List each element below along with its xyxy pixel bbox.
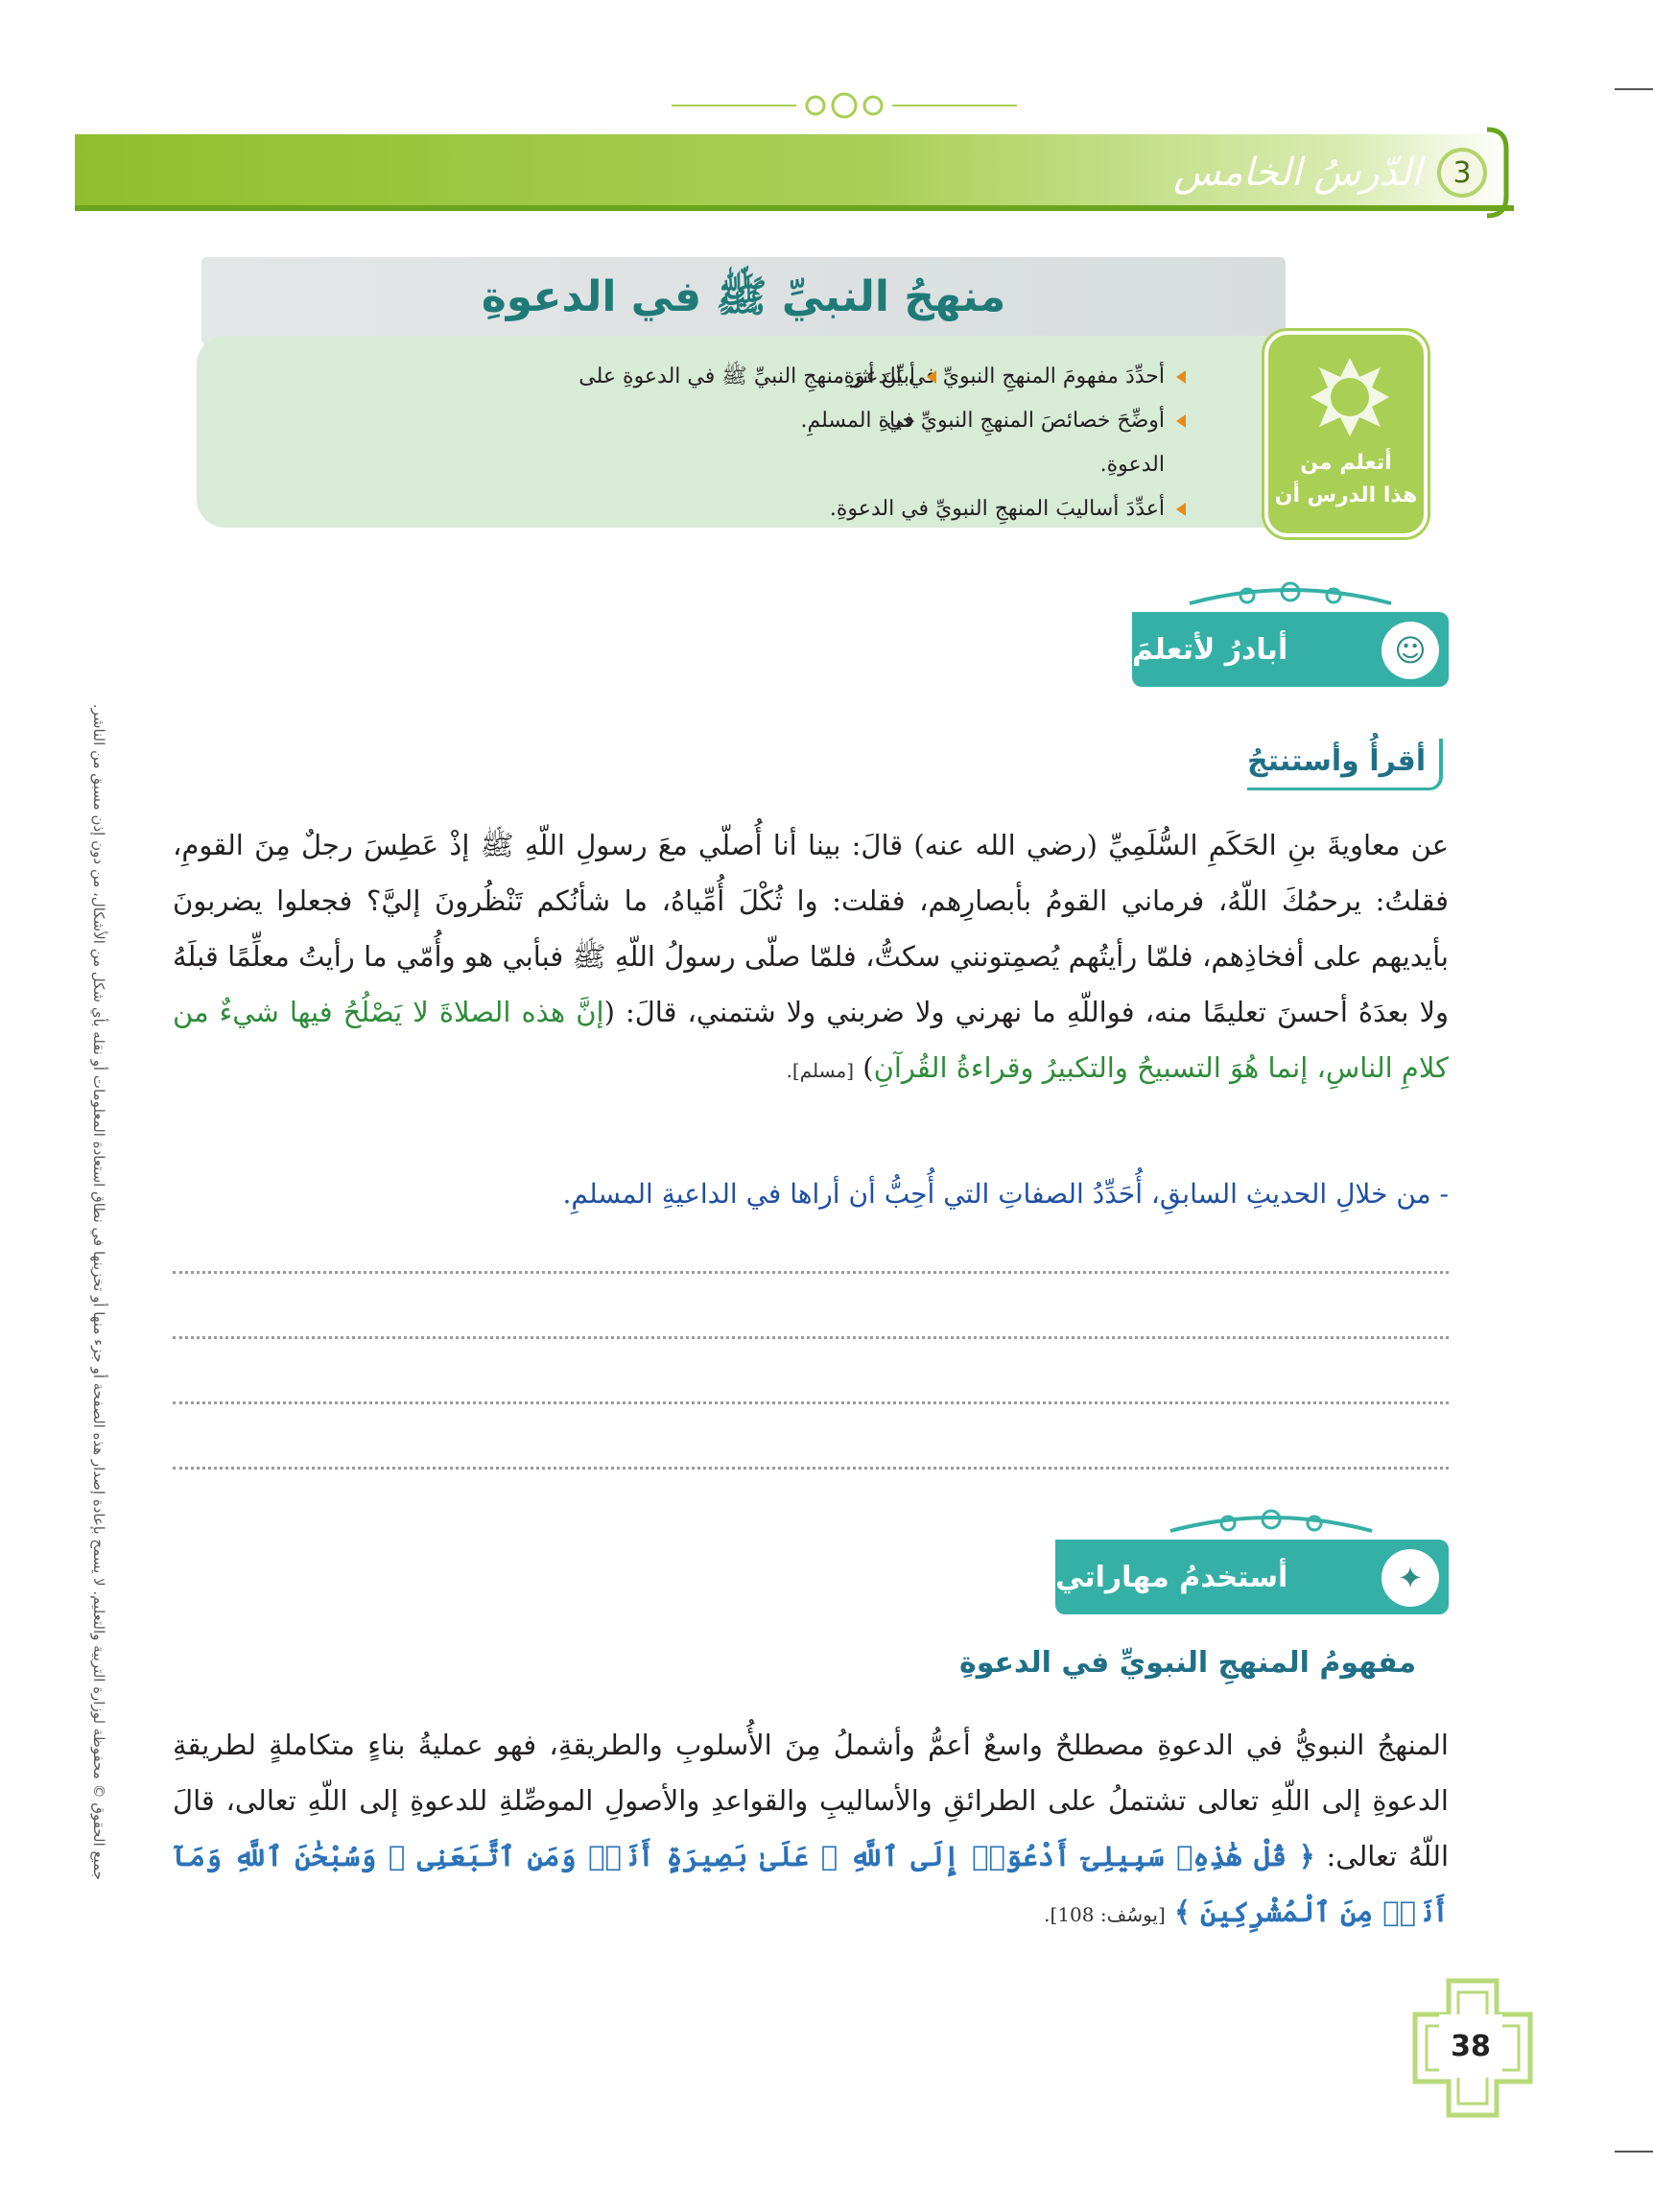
badge-label-line1: أتعلم من: [1300, 451, 1392, 475]
sub-heading-read-infer: أقرأُ وأستنتجُ: [1247, 739, 1443, 790]
objective-item: أحدِّدَ مفهومَ المنهجِ النبويِّ في الدعوةِ.: [825, 355, 1190, 399]
crop-mark-bottom: [1615, 2151, 1653, 2153]
section-tab-initiate: [1132, 612, 1449, 687]
concept-paragraph: [173, 1717, 1449, 1942]
section-tab-label: أبادرُ لأتعلمَ: [1132, 632, 1288, 667]
concept-text: المنهجُ النبويُّ في الدعوةِ مصطلحٌ واسعٌ أعمُّ وأشملُ مِنَ الأُسلوبِ والطريقةِ، فهو عمليةُ بناءٍ متكاملةٍ لطريقةِ الدعوةِ إلى اللّهِ تعالى تشتملُ على الطرائقِ والأساليبِ والقواعدِ والأصولِ الموصِّلةِ للدعوةِ إلى اللّهِ تعالى، قالَ اللّهُ تعالى:: [173, 1729, 1450, 1872]
lesson-label: الدّرسُ الخامس: [1173, 151, 1422, 195]
crop-mark-top: [1615, 88, 1653, 90]
hadith-text: عن معاويةَ بنِ الحَكَمِ السُّلَمِيِّ (رضي الله عنه) قالَ: بينا أنا أُصلّي معَ رسولِ اللّهِ ﷺ إذْ عَطِسَ رجلٌ مِنَ القومِ، فقلتُ: يرحمُكَ اللّهُ، فرماني القومُ بأبصارِهم، فقلت: وا ثُكْلَ أُمِّياهُ، ما شأنُكم تَنْظُرونَ إليَّ؟ فجعلوا يضربونَ بأيديهم على أفخاذِهم، فلمّا رأيتُهم يُصمِتونني سكتُّ، فلمّا صلّى رسولُ اللّهِ ﷺ فبأبي هو وأُمّي ما رأيتُ معلِّمًا قبلَهُ ولا بعدَهُ أحسنَ تعليمًا منه، فواللّهِ ما نهرني ولا ضربني ولا شتمني، قالَ: (: [173, 829, 1449, 1028]
learner-icon: ☺: [1381, 622, 1439, 679]
objectives-badge: [1264, 331, 1428, 537]
lightbulb-icon: ✦: [1381, 1549, 1439, 1607]
tab-ornament-icon-2: [1161, 1508, 1381, 1539]
hadith-reference: [مسلم].: [786, 1059, 855, 1082]
sub-heading-concept: مفهومُ المنهجِ النبويِّ في الدعوةِ: [959, 1646, 1417, 1680]
lesson-header: [1170, 142, 1487, 203]
question-prompt: - من خلالِ الحديثِ السابقِ، أُحَدِّدُ الصفاتِ التي أُحِبُّ أن أراها في الداعيةِ المسلمِ.: [562, 1178, 1449, 1210]
top-ornament-icon: [672, 88, 1017, 123]
star-icon: [1309, 356, 1391, 438]
page-number: 38: [1439, 2014, 1502, 2078]
objective-item: أعدِّدَ أساليبَ المنهجِ النبويِّ في الدعوةِ.: [825, 487, 1190, 531]
hadith-close: ): [862, 1051, 874, 1084]
section-tab-skills: [1055, 1540, 1449, 1614]
answer-line-3[interactable]: [173, 1401, 1449, 1404]
page-title: منهجُ النبيِّ ﷺ في الدعوةِ: [201, 257, 1286, 345]
answer-line-4[interactable]: [173, 1467, 1449, 1470]
quran-verse: ﴿ قُلْ هَٰذِهِۦ سَبِيلِىٓ أَدْعُوٓا۟ إِلَى ٱللَّهِ ۚ عَلَىٰ بَصِيرَةٍ أَنَا۠ وَمَنِ ٱتَّبَعَنِى ۖ وَسُبْحَٰنَ ٱللَّهِ وَمَآ أَنَا۠ مِنَ ٱلْمُشْرِكِينَ ﴾: [173, 1840, 1449, 1928]
hadith-quote: إنَّ هذه الصلاةَ لا يَصْلُحُ فيها شيءٌ من كلامِ الناسِ، إنما هُوَ التسبيحُ والتكبيرُ وقراءةُ القُرآنِ: [173, 996, 1449, 1084]
verse-reference: [يوسُف: 108].: [1044, 1903, 1166, 1926]
section-tab-label-2: أستخدمُ مهاراتي: [1055, 1560, 1288, 1594]
tab-ornament-icon: [1180, 580, 1401, 611]
answer-line-2[interactable]: [173, 1336, 1449, 1339]
hadith-paragraph: [173, 817, 1449, 1098]
badge-label-line2: هذا الدرس أن: [1274, 483, 1418, 507]
lesson-number-badge: 3: [1437, 148, 1487, 198]
answer-line-1[interactable]: [173, 1271, 1449, 1274]
objective-item: أبيِّنَ أثرَ منهجِ النبيِّ ﷺ في الدعوةِ على حياةِ المسلمِ.: [537, 355, 940, 443]
copyright-notice: جميع الحقوق © محفوظة لوزارة التربية والتعليم. لا يسمح بإعادة إصدار هذه الصفحة أو جزء منها أو تخزينها في نطاق استعادة المعلومات أو نقله بأي شكل من الأشكال، من دون إذن مسبق من الناشر.: [90, 703, 107, 1880]
objective-item: أوضِّحَ خصائصَ المنهجِ النبويِّ في الدعوةِ.: [825, 399, 1190, 487]
objectives-list-left: [537, 355, 940, 443]
